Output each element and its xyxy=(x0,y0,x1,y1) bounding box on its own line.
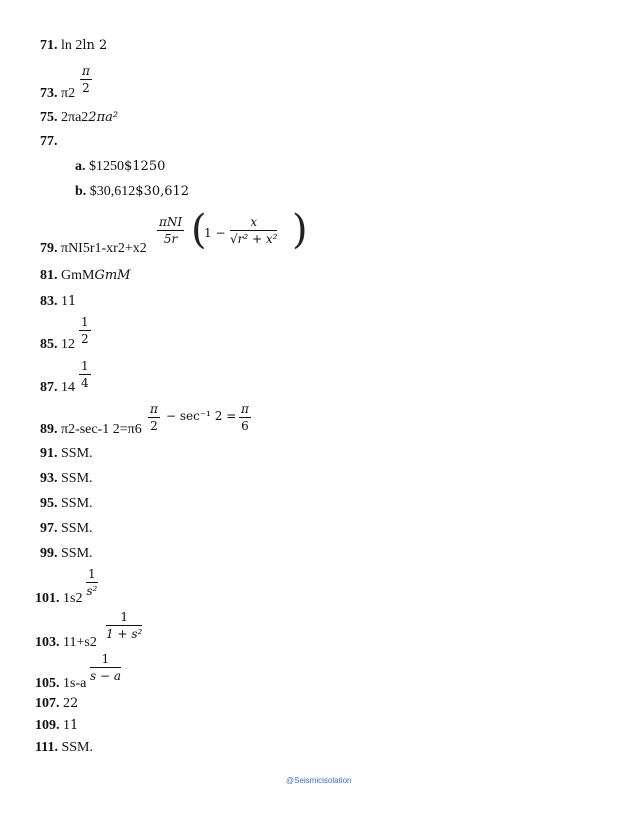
fraction-denominator: 5r xyxy=(163,232,178,246)
answer-text: 2πa2 xyxy=(61,110,89,125)
answer-math: 1 xyxy=(70,718,79,733)
answer-text: SSM. xyxy=(61,496,93,511)
answer-text: SSM. xyxy=(61,471,93,486)
answer-text: 1 xyxy=(61,294,68,309)
answer-71 xyxy=(40,38,107,54)
answer-83 xyxy=(40,294,76,310)
answer-81 xyxy=(40,268,130,284)
answer-math: 2πa² xyxy=(88,110,119,125)
answer-87-fraction xyxy=(79,359,91,390)
answer-87 xyxy=(40,380,75,396)
answer-89-fraction-2 xyxy=(239,402,251,433)
answer-number: 105. xyxy=(35,676,60,691)
fraction-numerator: x xyxy=(230,215,277,231)
fraction-numerator: 1 xyxy=(81,315,89,329)
one-minus: 1 − xyxy=(204,226,226,240)
answer-73-fraction xyxy=(80,64,92,95)
answer-75 xyxy=(40,110,118,126)
answer-number: 87. xyxy=(40,380,58,395)
answer-93 xyxy=(40,471,93,487)
fraction-numerator: 1 xyxy=(106,610,142,626)
answer-text: 2 xyxy=(63,696,70,711)
answer-number: 79. xyxy=(40,241,58,256)
answer-77-b xyxy=(75,184,189,200)
answer-77 xyxy=(40,134,58,150)
answer-number: 81. xyxy=(40,268,58,283)
answer-79 xyxy=(40,241,147,257)
answer-text: π2-sec-1 2=π6 xyxy=(61,422,142,437)
watermark xyxy=(286,776,351,785)
answer-math: 1 xyxy=(68,294,77,309)
fraction-numerator: 1 xyxy=(90,652,121,668)
answer-number: 73. xyxy=(40,86,58,101)
answer-text: π2 xyxy=(61,86,76,101)
answer-107 xyxy=(35,696,78,712)
answer-109 xyxy=(35,718,78,734)
fraction-denominator: √r² + x² xyxy=(230,232,278,246)
answer-math: GmM xyxy=(94,268,131,283)
answer-103-fraction xyxy=(106,610,142,641)
answer-number: 99. xyxy=(40,546,58,561)
left-paren: ( xyxy=(191,207,207,253)
fraction-denominator: s − a xyxy=(90,669,121,683)
fraction-numerator: 1 xyxy=(81,359,89,373)
answer-91 xyxy=(40,446,93,462)
right-paren: ) xyxy=(292,207,308,253)
answer-105-fraction xyxy=(90,652,121,683)
answer-number: 77. xyxy=(40,134,58,149)
answer-text: ln 2 xyxy=(61,38,83,53)
fraction-denominator: 6 xyxy=(241,419,249,433)
answer-101 xyxy=(35,591,82,607)
fraction-numerator: π xyxy=(241,402,249,416)
answer-97 xyxy=(40,521,93,537)
answer-number: 97. xyxy=(40,521,58,536)
answer-math: $1250 xyxy=(124,159,166,174)
answer-text: SSM. xyxy=(61,740,93,755)
answer-85-fraction xyxy=(79,315,91,346)
answer-text: 1s2 xyxy=(63,591,83,606)
fraction-denominator: 2 xyxy=(150,419,158,433)
answer-math: 2 xyxy=(70,696,79,711)
answer-77-a xyxy=(75,159,165,175)
answer-math: $30,612 xyxy=(135,184,190,199)
answer-number: 95. xyxy=(40,496,58,511)
answer-text: 12 xyxy=(61,337,75,352)
answer-number: 107. xyxy=(35,696,60,711)
answer-text: πNI5r1-xr2+x2 xyxy=(61,241,147,256)
answer-101-fraction xyxy=(86,567,98,598)
answer-text: SSM. xyxy=(61,446,93,461)
part-label: b. xyxy=(75,184,87,199)
answer-105 xyxy=(35,676,86,692)
answer-text: $1250 xyxy=(89,159,124,174)
answer-number: 71. xyxy=(40,38,58,53)
part-label: a. xyxy=(75,159,86,174)
answer-89 xyxy=(40,422,142,438)
answer-number: 103. xyxy=(35,635,60,650)
answer-number: 75. xyxy=(40,110,58,125)
answer-text: SSM. xyxy=(61,546,93,561)
answer-number: 85. xyxy=(40,337,58,352)
fraction-denominator: 4 xyxy=(81,376,89,390)
fraction-denominator: 1 + s² xyxy=(106,627,143,641)
answer-number: 91. xyxy=(40,446,58,461)
fraction-numerator: 1 xyxy=(88,567,96,581)
answer-111 xyxy=(35,740,93,756)
answer-79-fraction-1 xyxy=(157,215,184,246)
answer-number: 111. xyxy=(35,740,58,755)
answer-number: 101. xyxy=(35,591,60,606)
fraction-numerator: π xyxy=(82,64,90,78)
answer-103 xyxy=(35,635,97,651)
answer-text: 14 xyxy=(61,380,75,395)
fraction-denominator: s² xyxy=(86,584,98,598)
answer-number: 93. xyxy=(40,471,58,486)
sec-expression: − sec⁻¹ 2 = xyxy=(166,409,237,423)
fraction-numerator: π xyxy=(150,402,158,416)
answer-79-fraction-2 xyxy=(230,215,277,246)
answer-89-fraction-1 xyxy=(148,402,160,433)
answer-text: 1s-a xyxy=(63,676,87,691)
fraction-denominator: 2 xyxy=(81,332,89,346)
fraction-denominator: 2 xyxy=(82,81,90,95)
answer-text: 1 xyxy=(63,718,70,733)
answer-number: 109. xyxy=(35,718,60,733)
answer-number: 89. xyxy=(40,422,58,437)
answer-text: $30,612 xyxy=(89,184,136,199)
answer-text: GmM xyxy=(61,268,95,283)
answer-number: 83. xyxy=(40,294,58,309)
fraction-numerator: πNI xyxy=(159,215,183,229)
answer-99 xyxy=(40,546,93,562)
answer-95 xyxy=(40,496,93,512)
answer-math: ln 2 xyxy=(82,38,108,53)
answer-85 xyxy=(40,337,75,353)
answer-73 xyxy=(40,86,75,102)
answer-text: 11+s2 xyxy=(63,635,97,650)
watermark-text: @Seismicisolation xyxy=(286,776,352,785)
answer-text: SSM. xyxy=(61,521,93,536)
